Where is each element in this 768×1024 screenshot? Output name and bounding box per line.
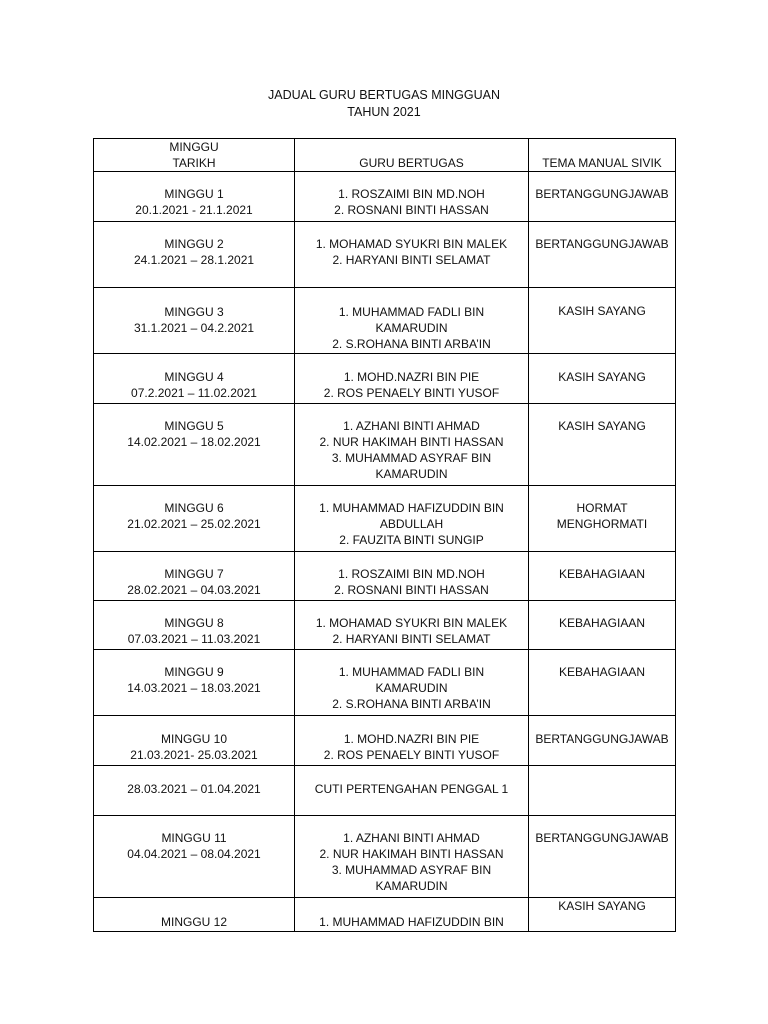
theme-cell xyxy=(529,404,676,486)
teacher-name: KAMARUDIN xyxy=(375,681,448,695)
week-label: MINGGU 1 xyxy=(164,187,224,201)
teacher-name: 1. MUHAMMAD FADLI BIN xyxy=(338,665,485,679)
date-range: 21.03.2021- 25.03.2021 xyxy=(130,748,258,762)
date-range: 04.04.2021 – 08.04.2021 xyxy=(127,847,261,861)
teacher-name: 2. HARYANI BINTI SELAMAT xyxy=(332,253,491,267)
teachers-cell xyxy=(295,766,529,816)
week-date-cell xyxy=(94,222,295,288)
table-row xyxy=(94,172,676,222)
week-label: MINGGU 10 xyxy=(160,732,227,746)
theme-label: KEBAHAGIAAN xyxy=(558,665,646,679)
theme-cell xyxy=(529,898,676,932)
teacher-name: 2. ROS PENAELY BINTI YUSOF xyxy=(323,748,500,762)
week-label: MINGGU 11 xyxy=(161,831,227,845)
table-row xyxy=(94,650,676,716)
theme-label: KASIH SAYANG xyxy=(558,370,646,384)
teacher-name: 2. S.ROHANA BINTI ARBA’IN xyxy=(332,337,491,351)
table-header-row xyxy=(94,139,676,172)
theme-label: BERTANGGUNGJAWAB xyxy=(535,237,669,251)
table-row xyxy=(94,354,676,404)
teacher-name: 1. MOHAMAD SYUKRI BIN MALEK xyxy=(315,237,508,251)
teacher-name: KAMARUDIN xyxy=(375,879,448,893)
week-date-cell xyxy=(94,766,295,816)
teacher-name: 2. S.ROHANA BINTI ARBA’IN xyxy=(332,697,491,711)
teacher-name: 1. MOHD.NAZRI BIN PIE xyxy=(343,732,480,746)
week-label: MINGGU 8 xyxy=(164,616,224,630)
table-row xyxy=(94,716,676,766)
teacher-name: 1. MOHAMAD SYUKRI BIN MALEK xyxy=(315,616,508,630)
week-label: MINGGU 2 xyxy=(164,237,224,251)
date-range: 14.02.2021 – 18.02.2021 xyxy=(127,435,261,449)
week-date-cell xyxy=(94,601,295,650)
theme-label: BERTANGGUNGJAWAB xyxy=(535,831,669,845)
theme-label: KASIH SAYANG xyxy=(558,304,646,318)
teacher-name: 1. AZHANI BINTI AHMAD xyxy=(343,419,480,433)
teacher-name: 1. MUHAMMAD HAFIZUDDIN BIN xyxy=(319,501,504,515)
week-date-cell xyxy=(94,404,295,486)
theme-cell xyxy=(529,172,676,222)
week-date-cell xyxy=(94,288,295,354)
teacher-name: 1. ROSZAIMI BIN MD.NOH xyxy=(338,187,485,201)
week-label: MINGGU 5 xyxy=(164,419,224,433)
document-heading xyxy=(0,87,768,121)
date-range: 28.03.2021 – 01.04.2021 xyxy=(127,782,261,796)
teachers-cell xyxy=(295,816,529,898)
header-teachers: GURU BERTUGAS xyxy=(295,139,529,172)
header-theme: TEMA MANUAL SIVIK xyxy=(529,139,676,172)
teacher-name: 1. ROSZAIMI BIN MD.NOH xyxy=(338,567,485,581)
theme-label: KASIH SAYANG xyxy=(558,419,646,433)
header-date-label: TARIKH xyxy=(172,156,216,170)
table-row xyxy=(94,486,676,552)
table-row xyxy=(94,816,676,898)
teacher-name: 2. HARYANI BINTI SELAMAT xyxy=(332,632,491,646)
theme-cell xyxy=(529,552,676,601)
theme-label: KEBAHAGIAAN xyxy=(558,616,646,630)
week-label: MINGGU 7 xyxy=(164,567,224,581)
theme-cell xyxy=(529,354,676,404)
table-row xyxy=(94,601,676,650)
theme-label: BERTANGGUNGJAWAB xyxy=(535,187,669,201)
teacher-name: 2. FAUZITA BINTI SUNGIP xyxy=(339,533,484,547)
teacher-name: 2. NUR HAKIMAH BINTI HASSAN xyxy=(319,847,504,861)
teacher-name: 1. MOHD.NAZRI BIN PIE xyxy=(343,370,480,384)
teacher-name: ABDULLAH xyxy=(379,517,444,531)
week-date-cell xyxy=(94,898,295,932)
date-range: 14.03.2021 – 18.03.2021 xyxy=(127,681,261,695)
theme-cell xyxy=(529,650,676,716)
teacher-name: KAMARUDIN xyxy=(375,467,448,481)
table-row xyxy=(94,404,676,486)
theme-cell xyxy=(529,222,676,288)
table-row xyxy=(94,552,676,601)
date-range: 28.02.2021 – 04.03.2021 xyxy=(127,583,261,597)
theme-cell xyxy=(529,486,676,552)
teacher-name: 1. AZHANI BINTI AHMAD xyxy=(343,831,480,845)
teachers-cell xyxy=(295,288,529,354)
teachers-cell xyxy=(295,716,529,766)
header-week-label: MINGGU xyxy=(169,140,219,154)
teachers-cell xyxy=(295,222,529,288)
teachers-cell xyxy=(295,404,529,486)
teachers-cell xyxy=(295,354,529,404)
week-label: MINGGU 9 xyxy=(164,665,224,679)
document-title: JADUAL GURU BERTUGAS MINGGUAN xyxy=(268,88,500,102)
date-range: 07.03.2021 – 11.03.2021 xyxy=(127,632,261,646)
teachers-cell xyxy=(295,650,529,716)
teacher-name: 1. MUHAMMAD HAFIZUDDIN BIN xyxy=(319,915,504,929)
theme-label: MENGHORMATI xyxy=(556,517,648,531)
table-row xyxy=(94,222,676,288)
date-range: 07.2.2021 – 11.02.2021 xyxy=(131,386,257,400)
theme-cell xyxy=(529,716,676,766)
week-label: MINGGU 6 xyxy=(164,501,224,515)
date-range: 21.02.2021 – 25.02.2021 xyxy=(127,517,261,531)
week-label: MINGGU 3 xyxy=(164,305,224,319)
table-row xyxy=(94,288,676,354)
teacher-name: KAMARUDIN xyxy=(375,321,448,335)
week-date-cell xyxy=(94,552,295,601)
date-range: 24.1.2021 – 28.1.2021 xyxy=(133,253,255,267)
teachers-cell xyxy=(295,552,529,601)
teachers-cell xyxy=(295,172,529,222)
teachers-cell xyxy=(295,601,529,650)
week-date-cell xyxy=(94,172,295,222)
document-year: TAHUN 2021 xyxy=(347,105,421,119)
date-range: 31.1.2021 – 04.2.2021 xyxy=(133,321,255,335)
teacher-name: 2. ROSNANI BINTI HASSAN xyxy=(334,583,489,597)
teachers-cell xyxy=(295,486,529,552)
teacher-name: 3. MUHAMMAD ASYRAF BIN xyxy=(331,863,492,877)
teacher-name: 2. ROS PENAELY BINTI YUSOF xyxy=(323,386,500,400)
theme-cell xyxy=(529,601,676,650)
theme-cell xyxy=(529,766,676,816)
theme-label: BERTANGGUNGJAWAB xyxy=(535,732,669,746)
week-date-cell xyxy=(94,716,295,766)
week-date-cell xyxy=(94,816,295,898)
week-label: MINGGU 4 xyxy=(164,370,224,384)
teacher-name: 1. MUHAMMAD FADLI BIN xyxy=(338,305,485,319)
teacher-name: 2. NUR HAKIMAH BINTI HASSAN xyxy=(319,435,504,449)
teacher-name: 3. MUHAMMAD ASYRAF BIN xyxy=(331,451,492,465)
teacher-name: CUTI PERTENGAHAN PENGGAL 1 xyxy=(314,782,509,796)
week-date-cell xyxy=(94,354,295,404)
teachers-cell xyxy=(295,898,529,932)
header-week-date xyxy=(94,139,295,172)
date-range: 20.1.2021 - 21.1.2021 xyxy=(135,203,253,217)
week-date-cell xyxy=(94,486,295,552)
theme-cell xyxy=(529,288,676,354)
teacher-name: 2. ROSNANI BINTI HASSAN xyxy=(334,203,489,217)
table-row xyxy=(94,766,676,816)
theme-label: KEBAHAGIAAN xyxy=(558,567,646,581)
duty-roster-table xyxy=(93,138,676,932)
week-label: MINGGU 12 xyxy=(160,915,227,929)
theme-label: HORMAT xyxy=(576,501,628,515)
theme-label: KASIH SAYANG xyxy=(558,899,646,913)
table-row xyxy=(94,898,676,932)
week-date-cell xyxy=(94,650,295,716)
theme-cell xyxy=(529,816,676,898)
